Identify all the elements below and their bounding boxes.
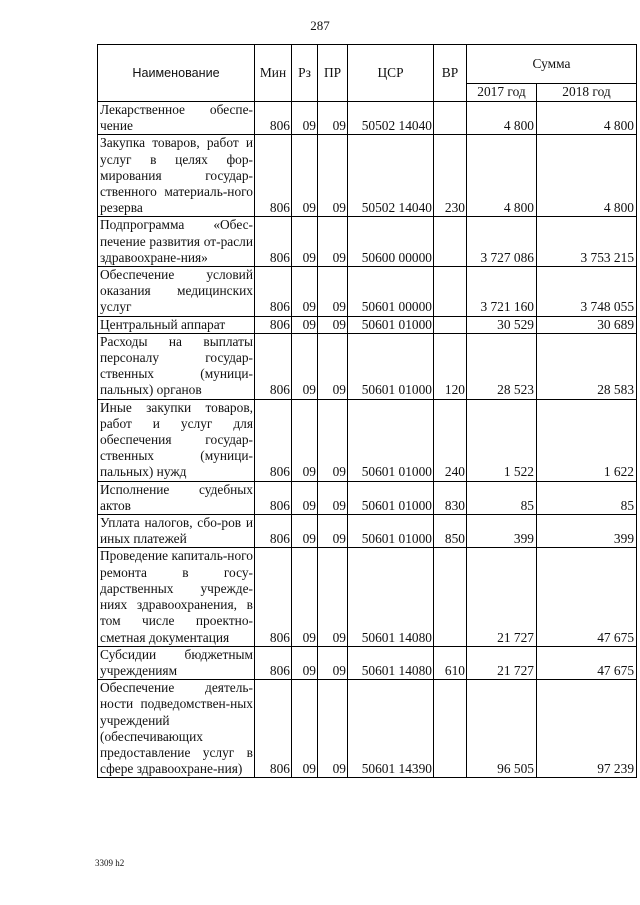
row-sum-2018: 4 800 [537,102,637,135]
row-name: Обеспечение условий оказания медицинских услуг [98,267,255,317]
row-sum-2017: 4 800 [467,102,537,135]
table-row [98,399,637,481]
row-sum-2018: 97 239 [537,680,637,778]
row-sum-2018: 47 675 [537,548,637,646]
row-csr: 50601 00000 [348,267,434,317]
row-csr: 50601 01000 [348,399,434,481]
row-sum-2018: 399 [537,515,637,548]
row-sum-2018: 28 583 [537,333,637,399]
row-sum-2018: 3 753 215 [537,217,637,267]
row-vr [434,102,467,135]
row-name: Обеспечение деятель-ности подведомствен-ных учреждений (обеспечивающих предоставление услуг в сфере здравоохране-ния) [98,680,255,778]
row-name: Расходы на выплаты персоналу государ-ственных (муници-пальных) органов [98,333,255,399]
row-min: 806 [255,102,292,135]
row-rz: 09 [292,267,318,317]
row-pr: 09 [318,333,348,399]
row-sum-2017: 30 529 [467,316,537,333]
row-vr: 120 [434,333,467,399]
row-name: Исполнение судебных актов [98,481,255,514]
row-sum-2017: 3 721 160 [467,267,537,317]
table-row [98,680,637,778]
row-sum-2018: 4 800 [537,135,637,217]
table-row [98,102,637,135]
row-pr: 09 [318,680,348,778]
table-row [98,515,637,548]
row-rz: 09 [292,515,318,548]
row-sum-2017: 21 727 [467,646,537,679]
row-pr: 09 [318,316,348,333]
row-csr: 50601 14080 [348,548,434,646]
row-rz: 09 [292,217,318,267]
row-pr: 09 [318,267,348,317]
budget-table [97,44,637,778]
row-min: 806 [255,548,292,646]
row-name: Субсидии бюджетным учреждениям [98,646,255,679]
row-csr: 50600 00000 [348,217,434,267]
row-csr: 50601 01000 [348,515,434,548]
row-min: 806 [255,680,292,778]
row-name: Лекарственное обеспе-чение [98,102,255,135]
page-number: 287 [310,18,330,33]
header-min: Мин [255,45,292,102]
row-vr [434,217,467,267]
row-min: 806 [255,217,292,267]
row-pr: 09 [318,481,348,514]
row-csr: 50601 14390 [348,680,434,778]
row-min: 806 [255,333,292,399]
row-rz: 09 [292,399,318,481]
row-pr: 09 [318,646,348,679]
table-header-row [98,45,637,84]
row-csr: 50601 01000 [348,481,434,514]
header-vr: ВР [434,45,467,102]
row-pr: 09 [318,217,348,267]
row-pr: 09 [318,135,348,217]
row-sum-2018: 47 675 [537,646,637,679]
row-csr: 50601 01000 [348,316,434,333]
table-row [98,217,637,267]
row-name: Иные закупки товаров, работ и услуг для обеспечения государ-ственных (муници-пальных) нужд [98,399,255,481]
table-row [98,646,637,679]
row-pr: 09 [318,102,348,135]
row-vr: 830 [434,481,467,514]
table-row [98,267,637,317]
row-sum-2017: 96 505 [467,680,537,778]
row-min: 806 [255,646,292,679]
row-sum-2017: 1 522 [467,399,537,481]
header-year-2017: 2017 год [467,84,537,102]
row-rz: 09 [292,481,318,514]
row-rz: 09 [292,135,318,217]
table-row [98,481,637,514]
header-rz: Рз [292,45,318,102]
row-sum-2017: 21 727 [467,548,537,646]
footer-code: 3309 h2 [95,858,125,868]
row-rz: 09 [292,646,318,679]
row-csr: 50502 14040 [348,102,434,135]
row-rz: 09 [292,102,318,135]
row-sum-2017: 399 [467,515,537,548]
row-vr: 610 [434,646,467,679]
row-csr: 50502 14040 [348,135,434,217]
header-sum: Сумма [467,45,637,84]
row-vr: 850 [434,515,467,548]
row-min: 806 [255,316,292,333]
table-row [98,135,637,217]
row-vr [434,316,467,333]
row-name: Подпрограмма «Обес-печение развития от-расли здравоохране-ния» [98,217,255,267]
header-year-2018: 2018 год [537,84,637,102]
row-rz: 09 [292,548,318,646]
row-sum-2017: 4 800 [467,135,537,217]
row-vr [434,548,467,646]
row-sum-2017: 3 727 086 [467,217,537,267]
row-pr: 09 [318,548,348,646]
row-rz: 09 [292,316,318,333]
table-row [98,316,637,333]
row-sum-2018: 85 [537,481,637,514]
row-min: 806 [255,399,292,481]
row-pr: 09 [318,515,348,548]
row-rz: 09 [292,680,318,778]
row-sum-2017: 85 [467,481,537,514]
row-name: Центральный аппарат [98,316,255,333]
row-pr: 09 [318,399,348,481]
row-min: 806 [255,481,292,514]
row-name: Проведение капиталь-ного ремонта в госу-дарственных учрежде-ниях здравоохранения, в том числе проектно-сметная документация [98,548,255,646]
table-row [98,548,637,646]
row-vr [434,680,467,778]
row-vr: 230 [434,135,467,217]
header-pr: ПР [318,45,348,102]
row-sum-2017: 28 523 [467,333,537,399]
row-csr: 50601 14080 [348,646,434,679]
row-name: Уплата налогов, сбо-ров и иных платежей [98,515,255,548]
row-csr: 50601 01000 [348,333,434,399]
row-name: Закупка товаров, работ и услуг в целях фор-мирования государ-ственного материаль-ного резерва [98,135,255,217]
row-min: 806 [255,135,292,217]
row-sum-2018: 30 689 [537,316,637,333]
row-sum-2018: 1 622 [537,399,637,481]
row-min: 806 [255,515,292,548]
row-rz: 09 [292,333,318,399]
row-min: 806 [255,267,292,317]
header-name: Наименование [98,45,255,102]
table-body [98,102,637,778]
row-vr: 240 [434,399,467,481]
row-sum-2018: 3 748 055 [537,267,637,317]
row-vr [434,267,467,317]
table-row [98,333,637,399]
header-csr: ЦСР [348,45,434,102]
